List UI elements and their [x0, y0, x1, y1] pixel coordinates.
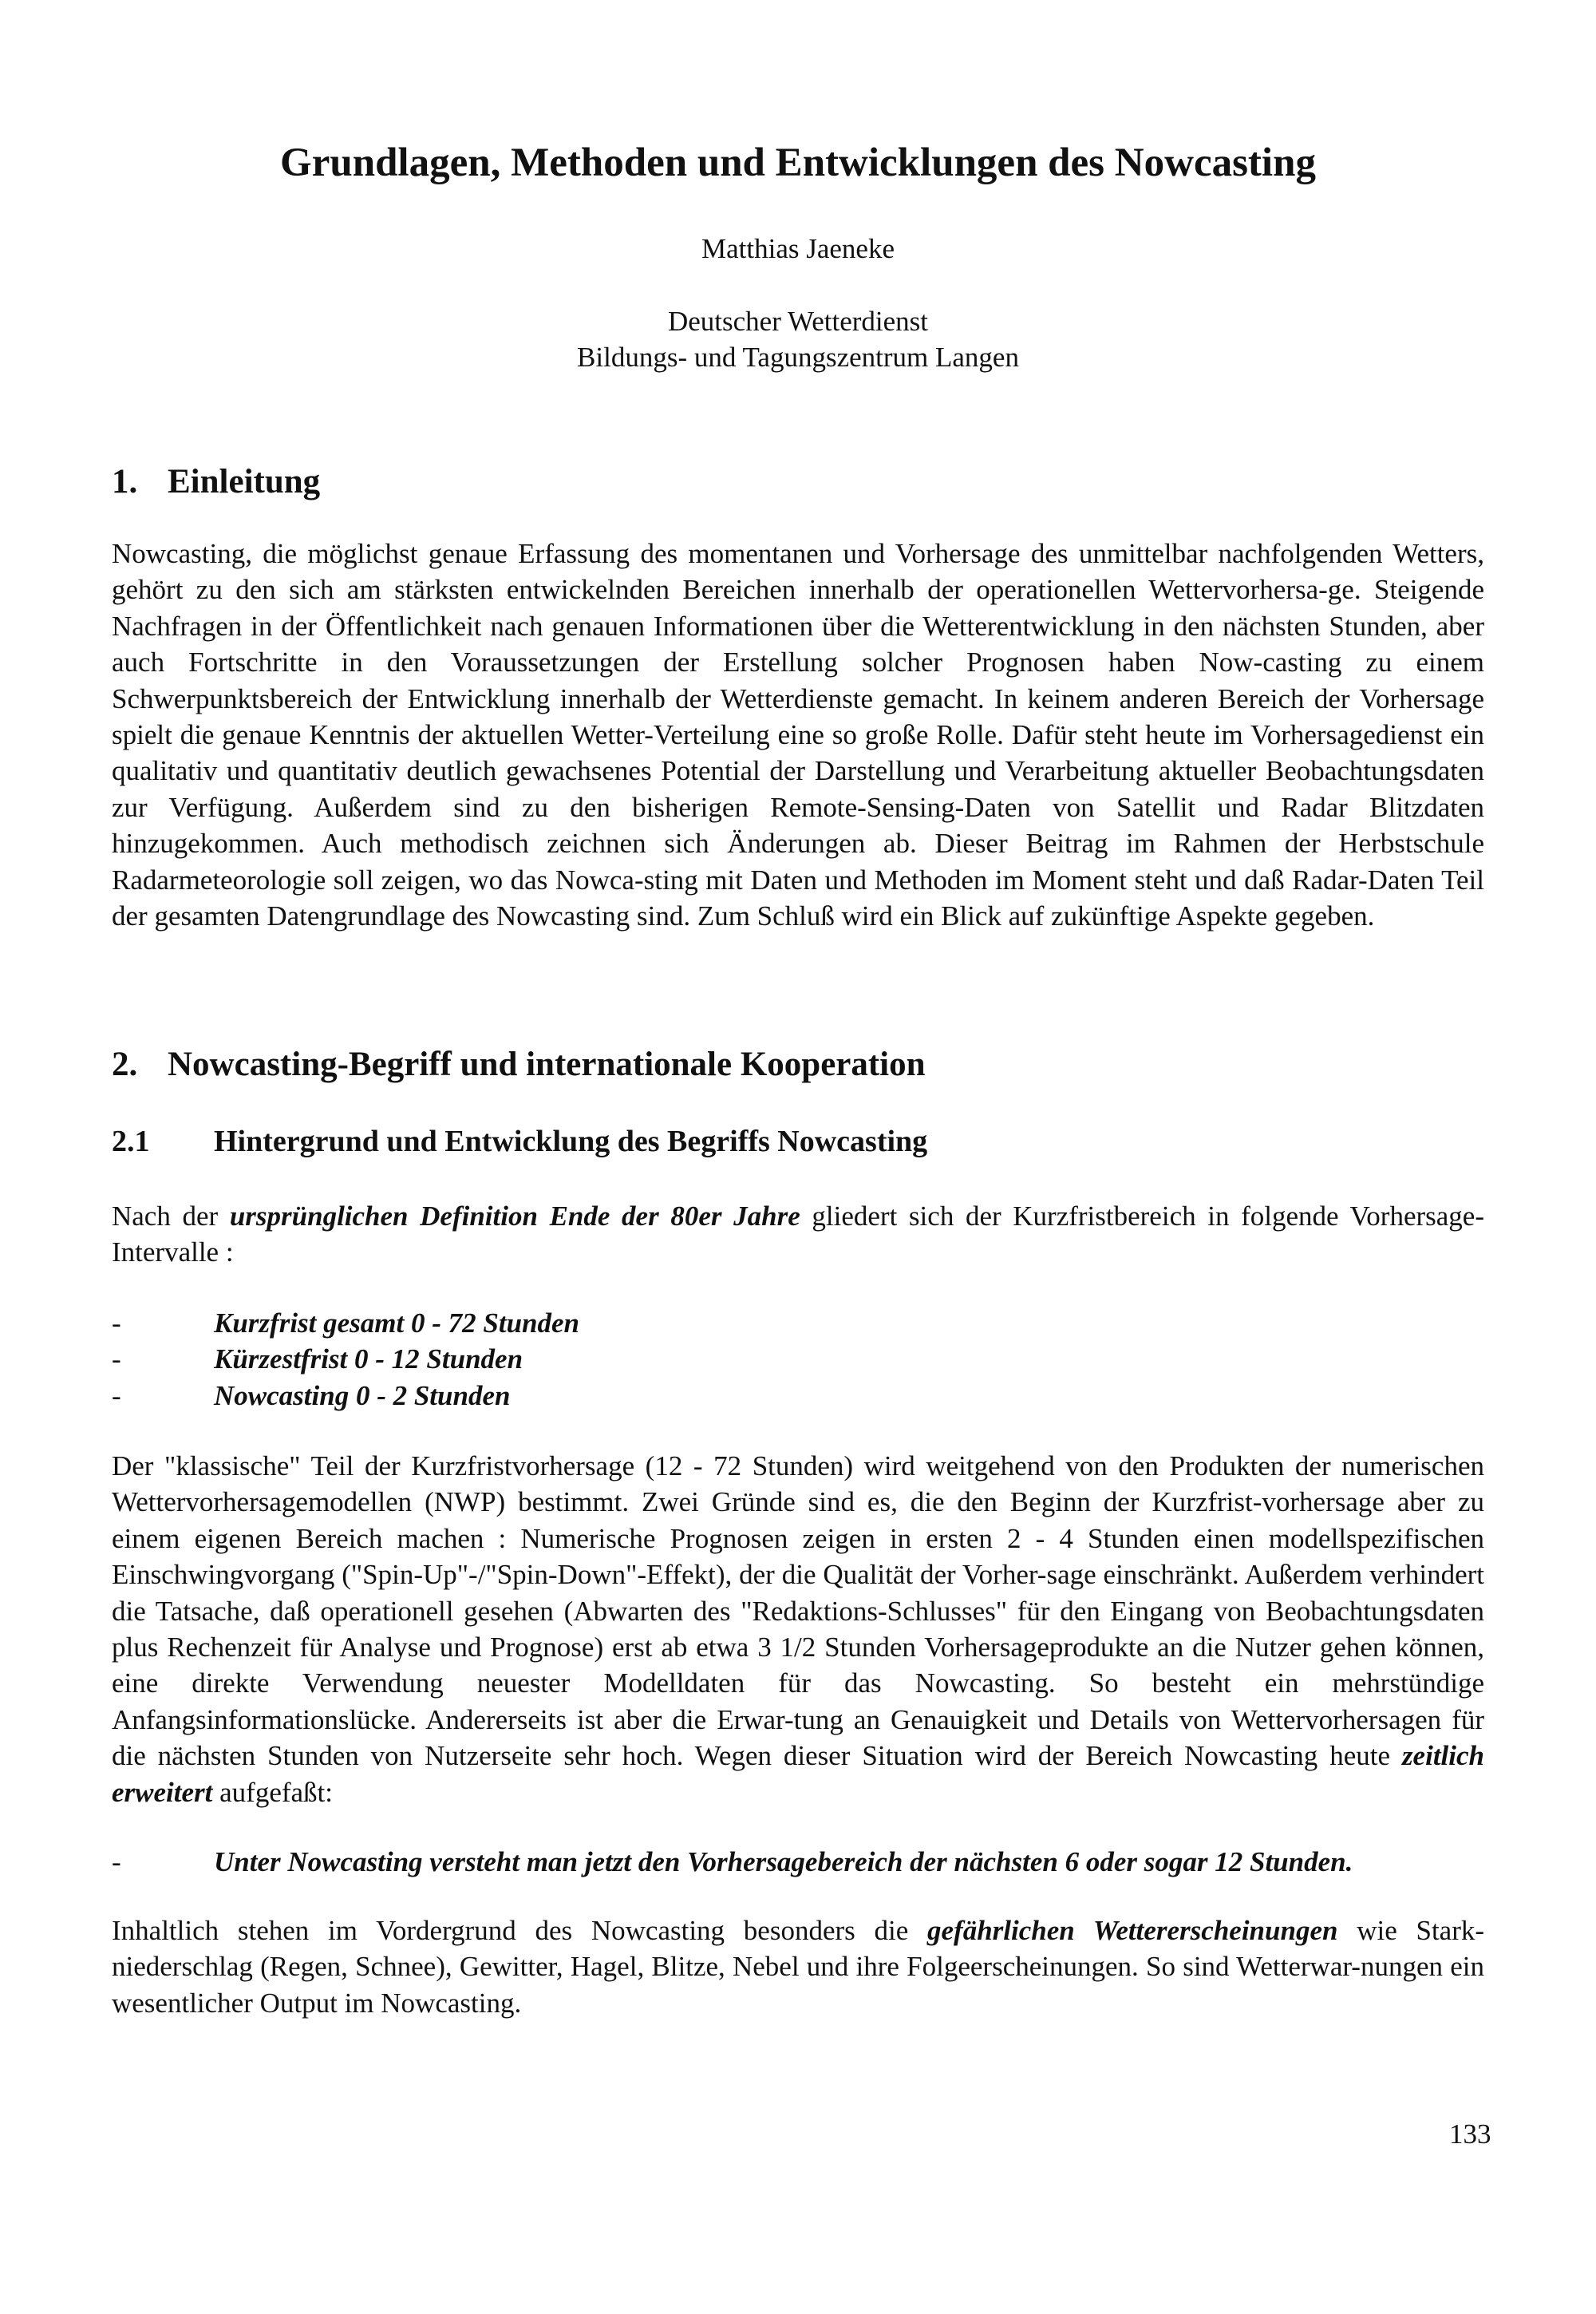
subsection-title: Hintergrund und Entwicklung des Begriffs Nowcasting: [214, 1125, 928, 1158]
subsection-number: 2.1: [112, 1125, 150, 1158]
text-run: wie Stark-niederschlag (Regen, Schnee), Gewitter, Hagel, Blitze, Nebel und ihre Folgeerscheinungen. So sind Wetterwar-nungen ein wesentlicher Output im Nowcasting.: [112, 1915, 1485, 2019]
list-item: - Kurzfrist gesamt 0 - 72 Stunden: [112, 1307, 580, 1339]
section-number: 2.: [112, 1046, 138, 1083]
list-item: - Nowcasting 0 - 2 Stunden: [112, 1379, 511, 1411]
section-title: Nowcasting-Begriff und internationale Kooperation: [168, 1046, 926, 1083]
paper-title: Grundlagen, Methoden und Entwicklungen des Nowcasting: [280, 140, 1316, 185]
dangerous-weather-paragraph: [112, 1913, 1484, 2021]
affiliation-line: Deutscher Wetterdienst: [667, 306, 928, 337]
emphasis-text: zeitlich erweitert: [112, 1740, 1484, 1808]
section-heading-2: [112, 1043, 926, 1086]
text-run: Der "klassische" Teil der Kurzfristvorhersage (12 - 72 Stunden) wird weitgehend von den Produkten der numerischen Wettervorhersagemodellen (NWP) bestimmt. Zwei Gründe sind es, die den Beginn der Kurzfrist-vorhersage aber zu einem eigenen Bereich machen : Numerische Prognosen zeigen in ersten 2 - 4 Stunden einen modellspezifischen Einschwingvorgang ("Spin-Up"-/"Spin-Down"-Effekt), der die Qualität der Vorher-sage einschränkt. Außerdem verhindert die Tatsache, daß operationell gesehen (Abwarten des "Redaktions-Schlusses" für den Eingang von Beobachtungsdaten plus Rechenzeit für Analyse und Prognose) erst ab etwa 3 1/2 Stunden Vorhersageprodukte an die Nutzer gehen können, eine direkte Verwendung neuester Modelldaten für das Nowcasting. So besteht ein mehrstündige Anfangsinformationslücke. Andererseits ist aber die Erwar-tung an Genauigkeit und Details von Wettervorhersagen für die nächsten Stunden von Nutzerseite sehr hoch. Wegen dieser Situation wird der Bereich Nowcasting heute: [112, 1450, 1484, 1772]
section-number: 1.: [112, 463, 138, 500]
page-number: 133: [1449, 2118, 1491, 2150]
list-item: - Unter Nowcasting versteht man jetzt den Vorhersagebereich der nächsten 6 oder sogar 12 Stunden.: [112, 1846, 1353, 1877]
text-run: Inhaltlich stehen im Vordergrund des Nowcasting besonders die: [112, 1915, 909, 1946]
text-run: Nach der: [112, 1201, 219, 1232]
list-item-text: Unter Nowcasting versteht man jetzt den Vorhersagebereich der nächsten 6 oder sogar 12 Stunden.: [214, 1846, 1353, 1877]
list-item-text: Nowcasting 0 - 2 Stunden: [214, 1379, 511, 1411]
author-name: Matthias Jaeneke: [701, 233, 895, 264]
affiliation: [112, 303, 1484, 375]
interval-list: [112, 1305, 1484, 1414]
subsection-heading-2-1: [112, 1122, 927, 1161]
list-item: - Kürzestfrist 0 - 12 Stunden: [112, 1343, 523, 1375]
list-item-text: Kürzestfrist 0 - 12 Stunden: [214, 1343, 523, 1375]
list-item-text: Kurzfrist gesamt 0 - 72 Stunden: [214, 1307, 580, 1339]
definition-list: [112, 1844, 1484, 1880]
text-run: gliedert sich der Kurzfristbereich in folgende Vorhersage-Intervalle :: [112, 1201, 1484, 1268]
definition-intro-paragraph: [112, 1198, 1484, 1271]
intro-paragraph: Nowcasting, die möglichst genaue Erfassung des momentanen und Vorhersage des unmittelbar nachfolgenden Wetters, gehört zu den sich am stärksten entwickelnden Bereichen innerhalb der operationellen Wettervorhersa-ge. Steigende Nachfragen in der Öffentlichkeit nach genauen Informationen über die Wetterentwicklung in den nächsten Stunden, aber auch Fortschritte in den Voraussetzungen der Erstellung solcher Prognosen haben Now-casting zu einem Schwerpunktsbereich der Entwicklung innerhalb der Wetterdienste gemacht. In keinem anderen Bereich der Vorhersage spielt die genaue Kenntnis der aktuellen Wetter-Verteilung eine so große Rolle. Dafür steht heute im Vorhersagedienst ein qualitativ und quantitativ deutlich gewachsenes Potential der Darstellung und Verarbeitung aktueller Beobachtungsdaten zur Verfügung. Außerdem sind zu den bisherigen Remote-Sensing-Daten von Satellit und Radar Blitzdaten hinzugekommen. Auch methodisch zeichnen sich Änderungen ab. Dieser Beitrag im Rahmen der Herbstschule Radarmeteorologie soll zeigen, wo das Nowca-sting mit Daten und Methoden im Moment steht und daß Radar-Daten Teil der gesamten Datengrundlage des Nowcasting sind. Zum Schluß wird ein Blick auf zukünftige Aspekte gegeben.: [112, 538, 1484, 932]
affiliation-line: Bildungs- und Tagungszentrum Langen: [577, 342, 1019, 373]
emphasis-text: gefährlichen Wettererscheinungen: [927, 1915, 1338, 1946]
text-run: aufgefaßt:: [219, 1776, 333, 1808]
section-heading-1: [112, 461, 320, 504]
classic-forecast-paragraph: [112, 1448, 1484, 1810]
emphasis-text: ursprünglichen Definition Ende der 80er Jahre: [229, 1201, 800, 1232]
section-title: Einleitung: [168, 463, 321, 500]
